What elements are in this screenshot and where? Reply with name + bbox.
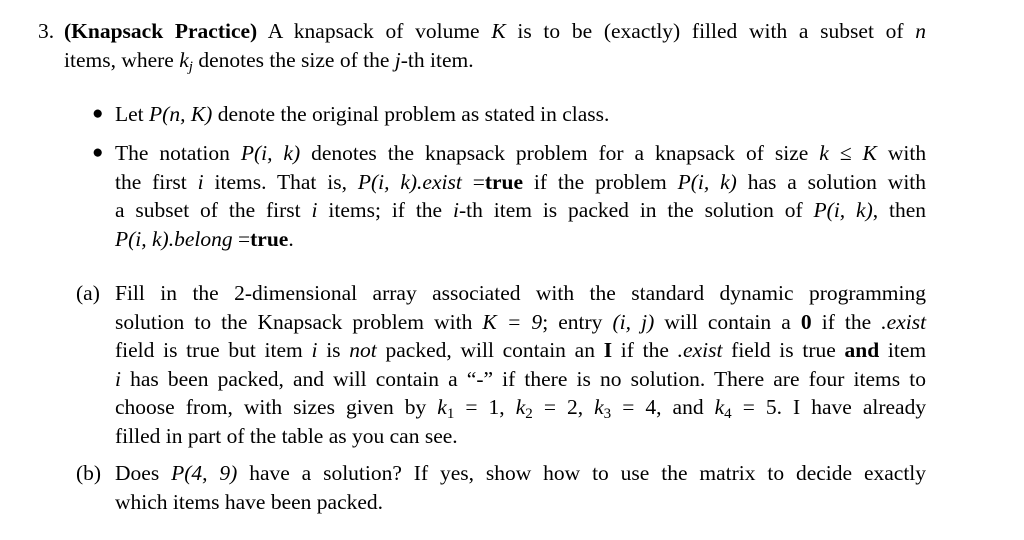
document-page: 3. (Knapsack Practice) A knapsack of volume K is to be (exactly) filled with a subset of n items, where $k_j$ denotes the size of the j-th item. ● Let P(n, K) denote the original problem as stated in class. ● The notation P(i, k) denotes the knapsack problem for a knapsack of size k ≤ K with the first i items. That is, P(i, k).exist =true if the problem P(i, k) has a solution with a subset of the first i items; if the i-th item is packed in the solution of P(i, k), then P(i, k).belong =true. (a) Fill in the 2-dimensional array associated with the standard dynamic programming solution to the Knapsack problem with K = 9; entry (i, j) will contain a 0 if the .exist field is true but item i is not packed, will contain an I if the .exist field is true and item i has been packed, and will contain a “-” if there is no solution. There are four items to choose from, with sizes given by $k_1 = 1$, $k_2 = 2$, $k_3 = 4$, and $k_4 = 5$. I have already filled in part of the table as you can see. (b) Does P(4, 9) have a solution? If yes, show how to use the matrix to decide exactly which items have been packed. bbox=[38, 19, 927, 514]
part-b-label: (b) bbox=[76, 461, 102, 485]
question-title: (Knapsack Practice) bbox=[64, 19, 258, 43]
intro-line-2: items, where $k_j$ denotes the size of the j-th item. bbox=[64, 47, 474, 75]
question-text bbox=[64, 17, 926, 74]
part-a-label: (a) bbox=[76, 281, 100, 305]
intro-line-1: (Knapsack Practice) A knapsack of volume K is to be (exactly) filled with a subset of n bbox=[64, 19, 926, 43]
bullet-dot: ● bbox=[92, 142, 104, 163]
question-number: 3. bbox=[38, 19, 55, 43]
bullet-dot: ● bbox=[92, 103, 104, 124]
